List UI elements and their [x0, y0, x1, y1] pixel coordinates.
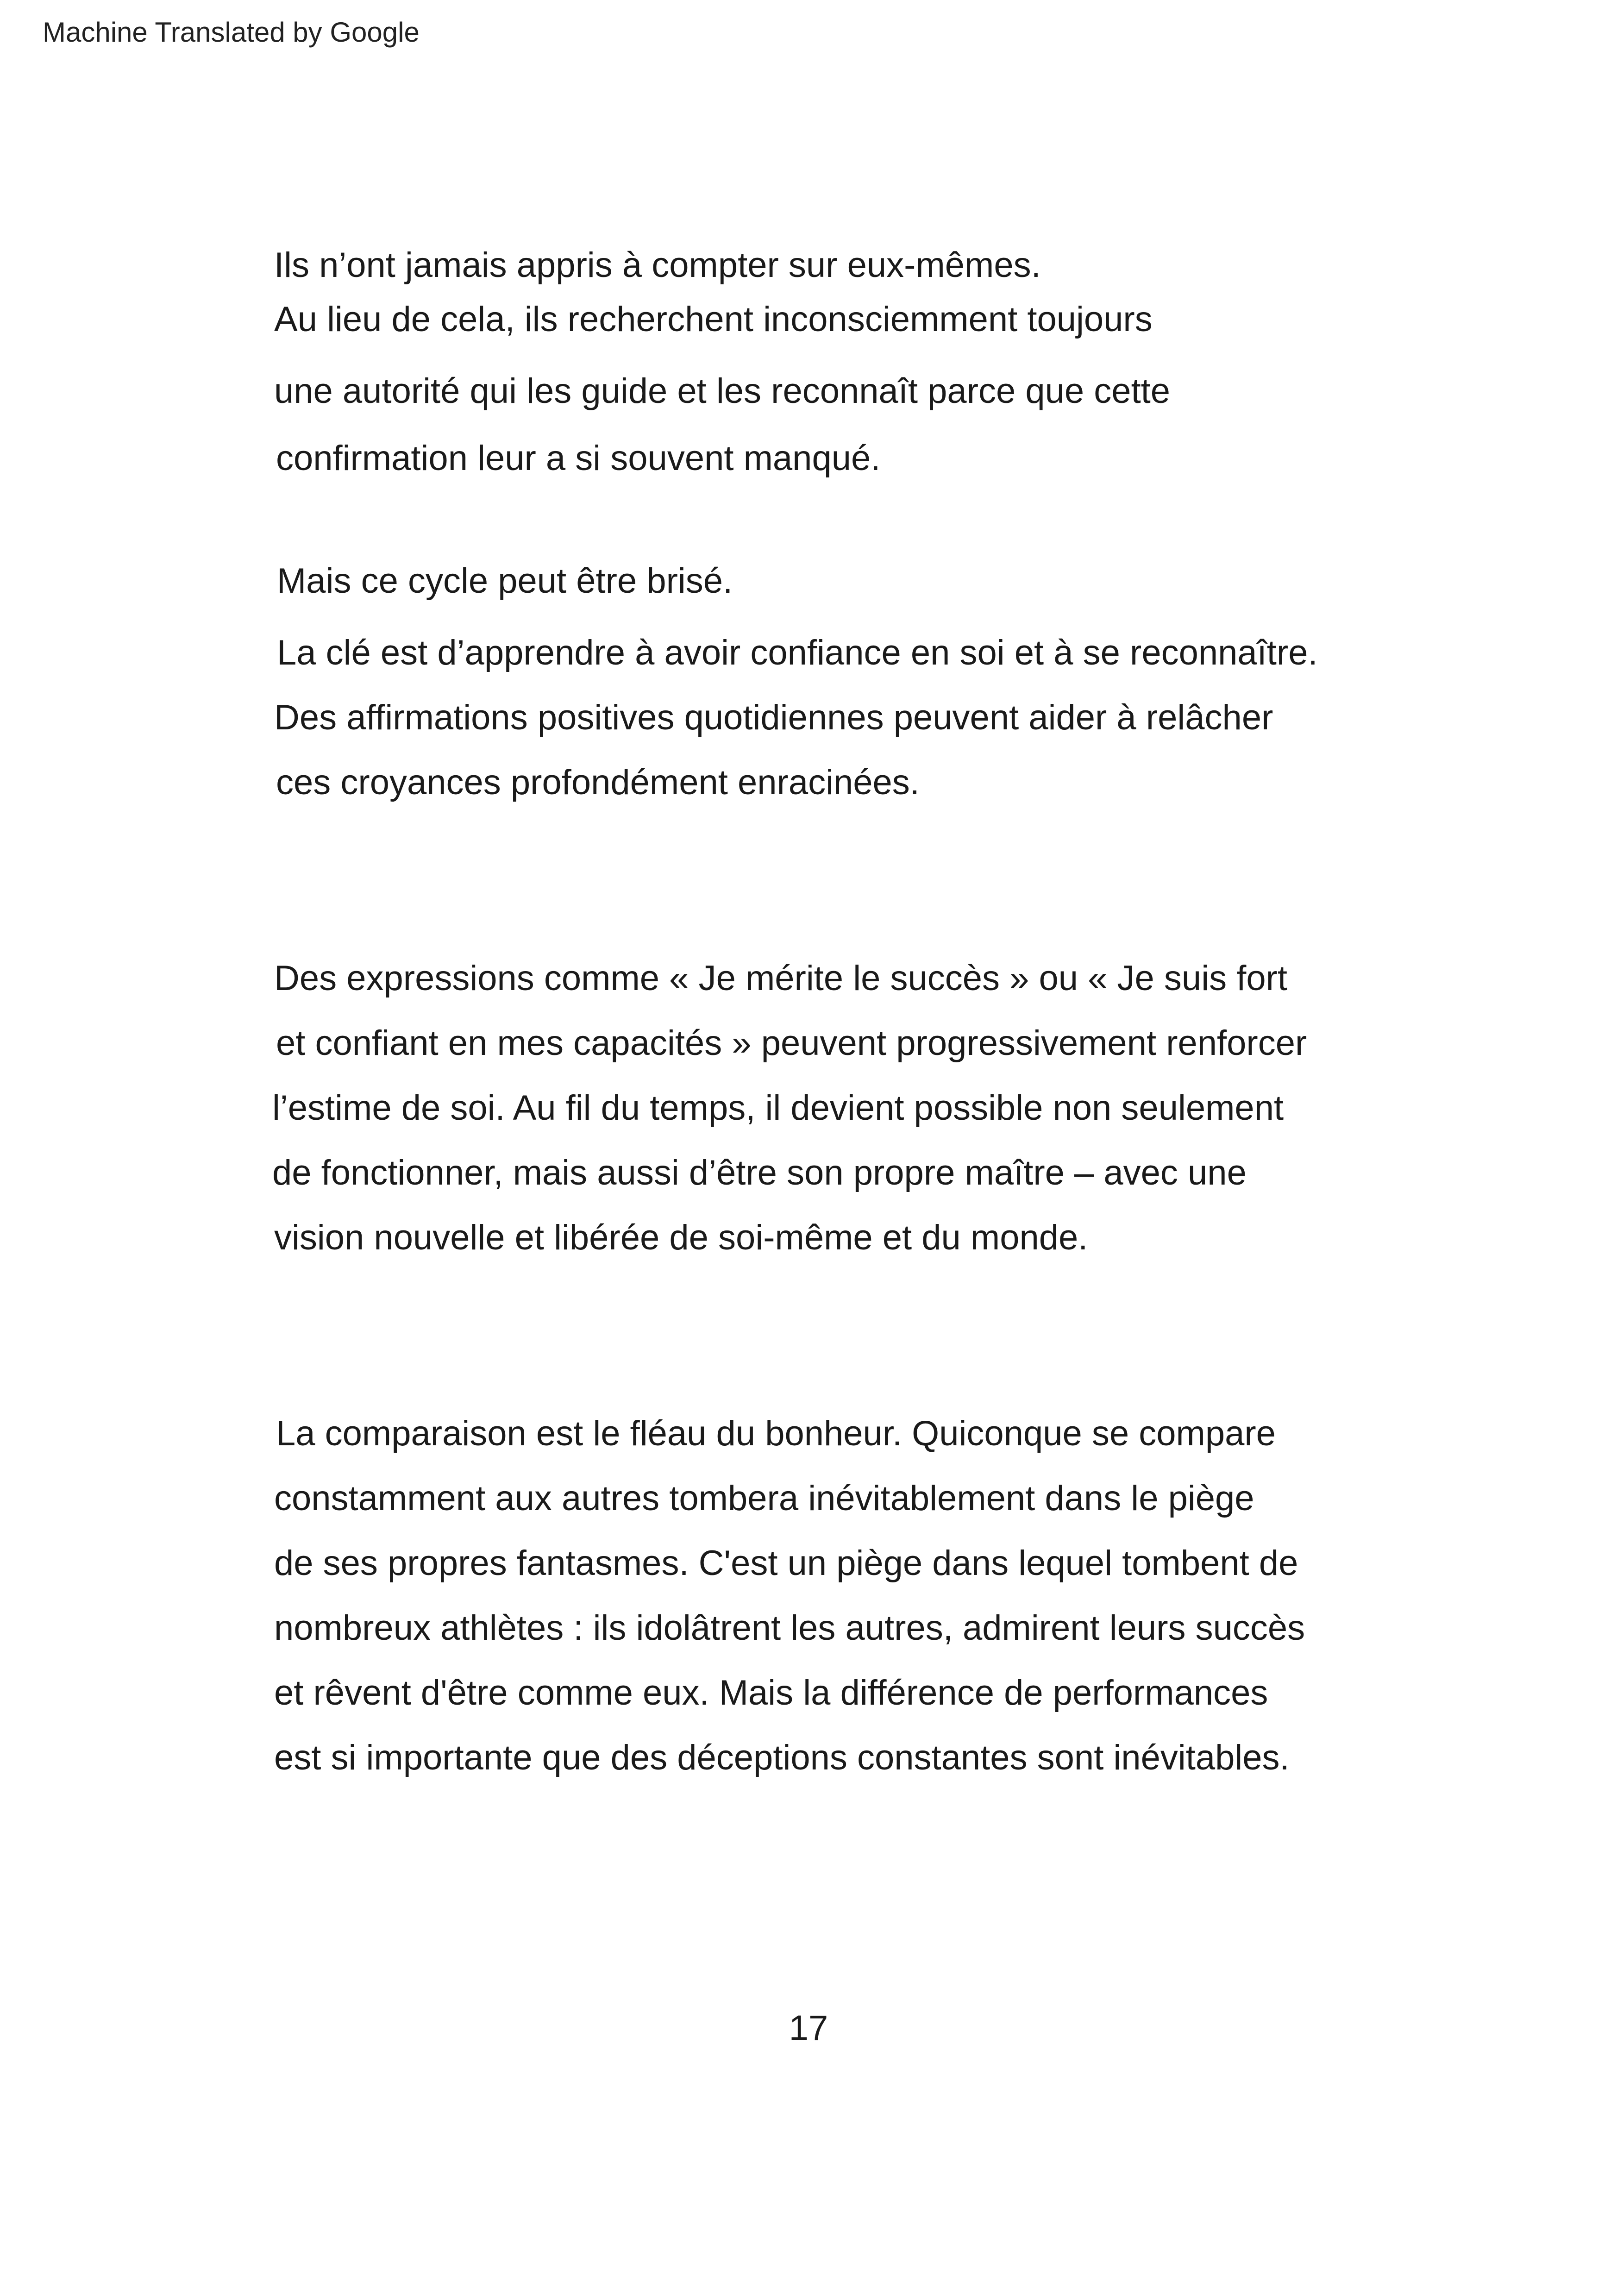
text-line: constamment aux autres tombera inévitablement dans le piège	[274, 1479, 1254, 1518]
text-line: est si importante que des déceptions constantes sont inévitables.	[274, 1738, 1290, 1777]
page-number: 17	[789, 2008, 828, 2048]
text-line: de fonctionner, mais aussi d’être son propre maître – avec une	[272, 1153, 1247, 1192]
text-line: Des affirmations positives quotidiennes peuvent aider à relâcher	[274, 698, 1273, 737]
text-line: La clé est d’apprendre à avoir confiance en soi et à se reconnaître.	[277, 633, 1318, 672]
text-line: confirmation leur a si souvent manqué.	[276, 439, 881, 478]
text-line: Au lieu de cela, ils recherchent inconsciemment toujours	[274, 300, 1153, 339]
translation-notice: Machine Translated by Google	[43, 17, 420, 48]
text-line: vision nouvelle et libérée de soi-même et du monde.	[274, 1218, 1088, 1257]
text-line: une autorité qui les guide et les reconnaît parce que cette	[274, 371, 1171, 411]
text-line: nombreux athlètes : ils idolâtrent les autres, admirent leurs succès	[274, 1608, 1305, 1648]
text-line: ces croyances profondément enracinées.	[276, 763, 920, 802]
text-line: Des expressions comme « Je mérite le succès » ou « Je suis fort	[274, 959, 1288, 998]
text-line: de ses propres fantasmes. C'est un piège dans lequel tombent de	[274, 1543, 1298, 1583]
text-line: Ils n’ont jamais appris à compter sur eux-mêmes.	[274, 245, 1041, 285]
text-line: et confiant en mes capacités » peuvent progressivement renforcer	[276, 1023, 1307, 1063]
text-line: La comparaison est le fléau du bonheur. Quiconque se compare	[276, 1414, 1276, 1453]
text-line: et rêvent d'être comme eux. Mais la différence de performances	[274, 1673, 1268, 1713]
text-line: Mais ce cycle peut être brisé.	[277, 561, 733, 601]
text-line: l’estime de soi. Au fil du temps, il devient possible non seulement	[272, 1088, 1284, 1128]
